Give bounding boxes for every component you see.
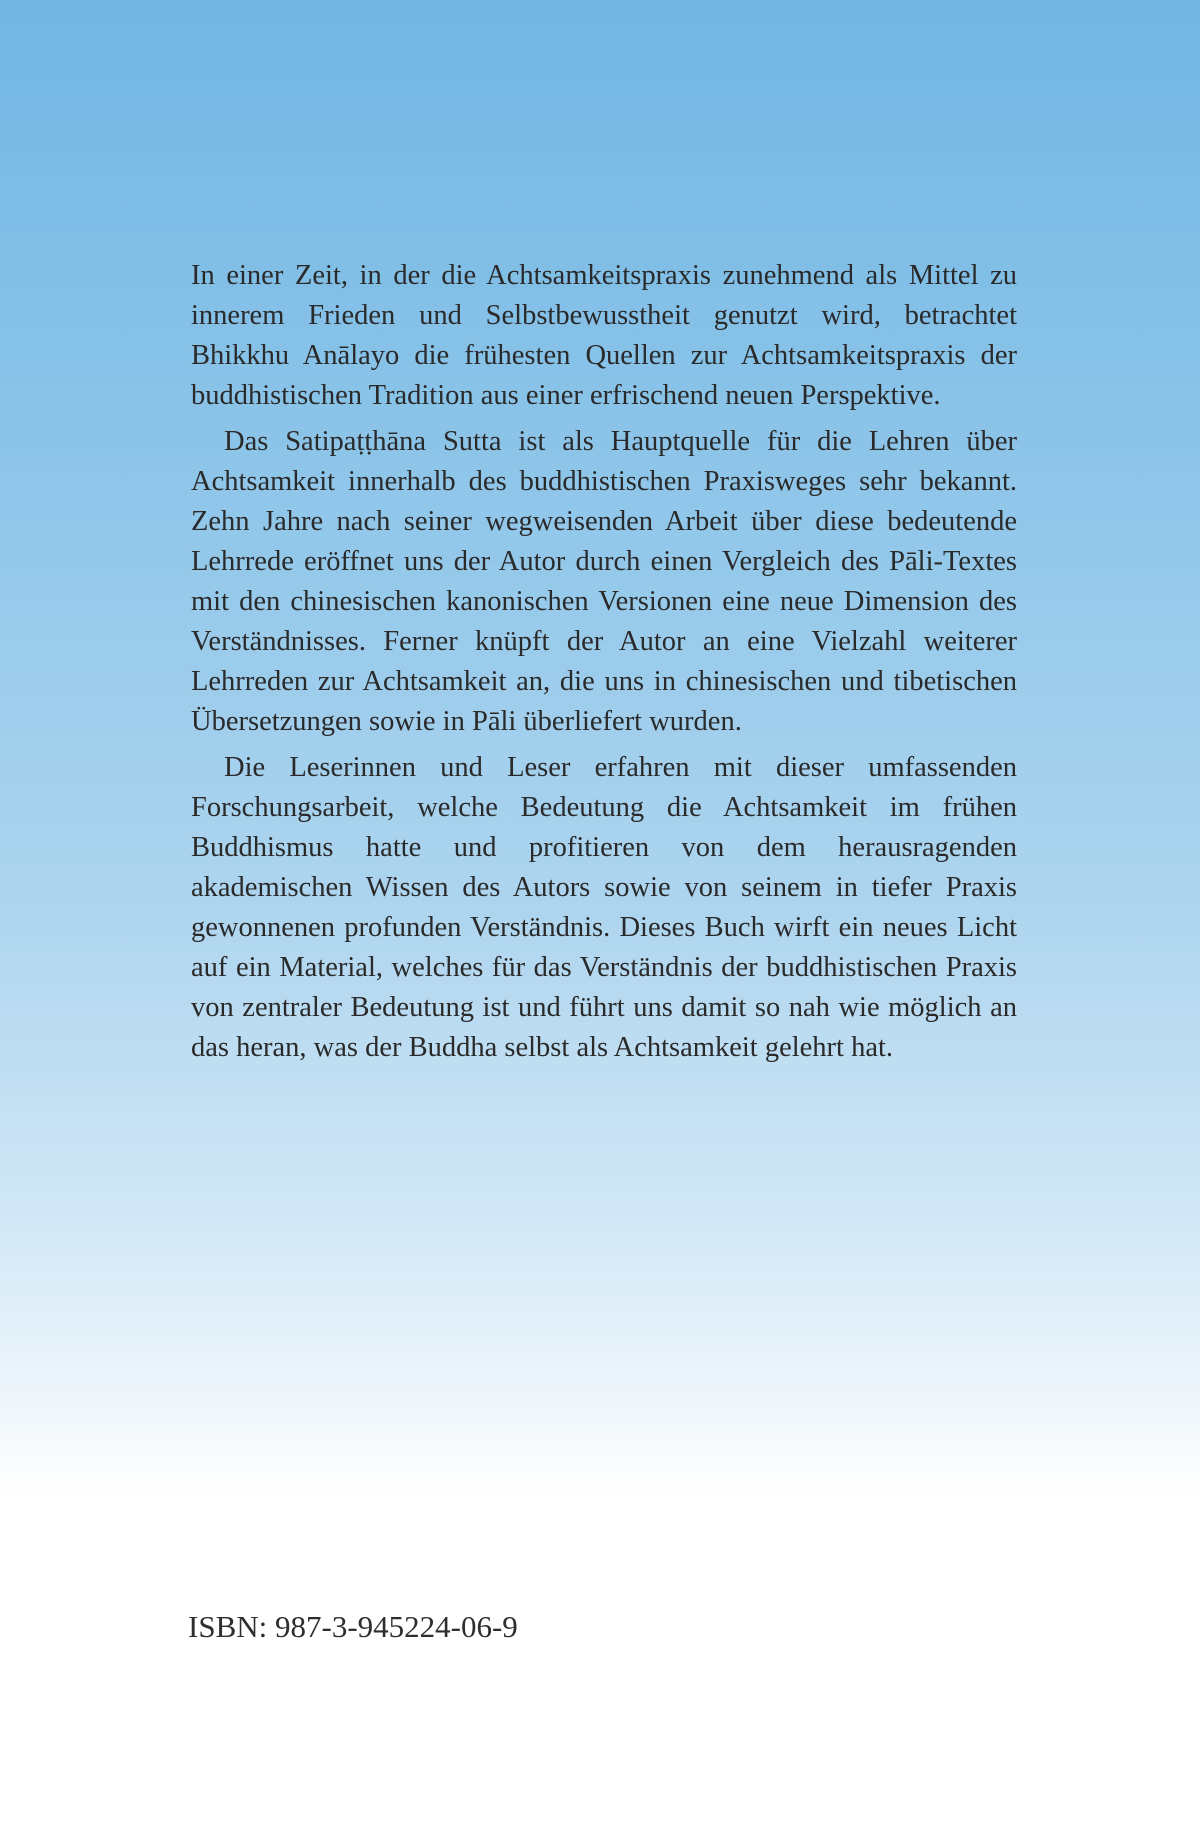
blurb-paragraph-2: Das Satipaṭṭhāna Sutta ist als Hauptquelle für die Lehren über Achtsamkeit innerhalb des buddhistischen Praxisweges sehr bekannt. Zehn Jahre nach seiner wegweisenden Arbeit über diese bedeutende Lehrrede eröffnet uns der Autor durch einen Vergleich des Pāli-Textes mit den chinesischen kanonischen Versionen eine neue Dimension des Verständnisses. Ferner knüpft der Autor an eine Vielzahl weiterer Lehrreden zur Achtsamkeit an, die uns in chinesischen und tibetischen Übersetzungen sowie in Pāli überliefert wurden. bbox=[191, 426, 1017, 737]
isbn-number: ISBN: 987-3-945224-06-9 bbox=[188, 1609, 518, 1644]
blurb-paragraph-1: In einer Zeit, in der die Achtsamkeitspraxis zunehmend als Mittel zu innerem Frieden und Selbstbewusstheit genutzt wird, betrachtet Bhikkhu Anālayo die frühesten Quellen zur Achtsamkeitspraxis der buddhistischen Tradition aus einer erfrischend neuen Perspektive. bbox=[191, 260, 1017, 411]
blurb-text bbox=[191, 256, 1017, 1074]
blurb-paragraph-3: Die Leserinnen und Leser erfahren mit dieser umfassenden Forschungsarbeit, welche Bedeutung die Achtsamkeit im frühen Buddhismus hatte und profitieren von dem herausragenden akademischen Wissen des Autors sowie von seinem in tiefer Praxis gewonnenen profunden Verständnis. Dieses Buch wirft ein neues Licht auf ein Material, welches für das Verständnis der buddhistischen Praxis von zentraler Bedeutung ist und führt uns damit so nah wie möglich an das heran, was der Buddha selbst als Achtsamkeit gelehrt hat. bbox=[191, 752, 1017, 1063]
